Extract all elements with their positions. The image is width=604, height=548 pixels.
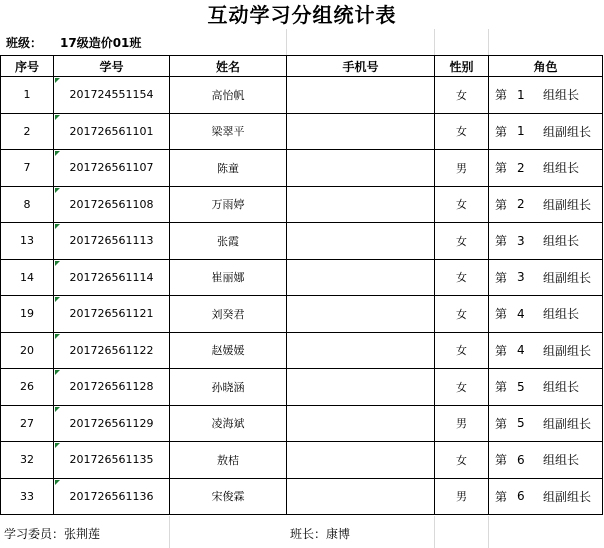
role-title: 组组长 — [543, 88, 580, 103]
role-group-number: 6 — [517, 452, 525, 467]
comment-indicator-icon — [55, 261, 60, 266]
role-content — [489, 479, 602, 515]
student-id-text: 201726561113 — [69, 234, 154, 248]
role-content — [489, 296, 602, 332]
student-id-text: 201726561107 — [69, 161, 154, 175]
cell-name[interactable]: 凌海斌 — [170, 405, 287, 442]
cell-name[interactable]: 赵媛媛 — [170, 332, 287, 369]
role-prefix: 第 — [495, 416, 508, 431]
cell-student-id[interactable] — [54, 223, 170, 260]
role-title: 组副组长 — [543, 416, 592, 431]
student-id-text: 201726561122 — [69, 343, 154, 357]
table-row — [1, 186, 603, 223]
header-student-id[interactable]: 学号 — [54, 56, 170, 77]
cell-phone[interactable] — [287, 369, 435, 406]
cell-role[interactable] — [489, 296, 603, 333]
cell-student-id[interactable] — [54, 405, 170, 442]
class-row — [0, 29, 604, 55]
cell-role[interactable] — [489, 186, 603, 223]
role-content — [489, 406, 602, 442]
cell-phone[interactable] — [287, 186, 435, 223]
cell-role[interactable] — [489, 332, 603, 369]
role-title: 组副组长 — [543, 197, 592, 212]
cell-name[interactable]: 孙晓涵 — [170, 369, 287, 406]
comment-indicator-icon — [55, 443, 60, 448]
role-group-number: 2 — [517, 160, 525, 175]
cell-gender[interactable]: 女 — [435, 296, 489, 333]
cell-role[interactable] — [489, 405, 603, 442]
class-label: 班级： — [6, 36, 43, 50]
table-row — [1, 405, 603, 442]
class-value: 17级造价01班 — [60, 36, 142, 50]
table-row — [1, 442, 603, 479]
cell-role[interactable] — [489, 150, 603, 187]
role-title: 组组长 — [543, 161, 580, 176]
cell-no[interactable]: 32 — [1, 442, 54, 479]
table-row — [1, 478, 603, 515]
table-row — [1, 223, 603, 260]
student-id-text: 201724551154 — [69, 88, 154, 102]
role-prefix: 第 — [495, 380, 508, 395]
sheet-title: 互动学习分组统计表 — [207, 3, 397, 27]
role-title: 组副组长 — [543, 270, 592, 285]
role-group-number: 3 — [517, 233, 525, 248]
role-group-number: 5 — [517, 379, 525, 394]
cell-student-id[interactable] — [54, 77, 170, 114]
cell-no[interactable]: 33 — [1, 478, 54, 515]
comment-indicator-icon — [55, 115, 60, 120]
role-group-number: 1 — [517, 87, 525, 102]
cell-gender[interactable]: 男 — [435, 405, 489, 442]
role-content — [489, 333, 602, 369]
table-row — [1, 150, 603, 187]
study-committee: 学习委员：张荆莲 — [4, 527, 101, 541]
header-no[interactable]: 序号 — [1, 56, 54, 77]
role-prefix: 第 — [495, 161, 508, 176]
comment-indicator-icon — [55, 480, 60, 485]
cell-student-id[interactable] — [54, 150, 170, 187]
cell-phone[interactable] — [287, 332, 435, 369]
cell-student-id[interactable] — [54, 369, 170, 406]
cell-name[interactable]: 刘癸君 — [170, 296, 287, 333]
cell-student-id[interactable] — [54, 442, 170, 479]
gridline — [169, 516, 170, 548]
cell-student-id[interactable] — [54, 296, 170, 333]
comment-indicator-icon — [55, 297, 60, 302]
cell-gender[interactable]: 女 — [435, 332, 489, 369]
cell-gender[interactable]: 男 — [435, 150, 489, 187]
role-title: 组副组长 — [543, 124, 592, 139]
gridline — [488, 29, 489, 55]
gridline — [488, 516, 489, 548]
cell-gender[interactable]: 女 — [435, 259, 489, 296]
cell-gender[interactable]: 女 — [435, 223, 489, 260]
table-row — [1, 77, 603, 114]
comment-indicator-icon — [55, 78, 60, 83]
cell-phone[interactable] — [287, 150, 435, 187]
cell-role[interactable] — [489, 77, 603, 114]
student-id-text: 201726561114 — [69, 270, 154, 284]
cell-phone[interactable] — [287, 77, 435, 114]
cell-phone[interactable] — [287, 113, 435, 150]
header-phone[interactable]: 手机号 — [287, 56, 435, 77]
comment-indicator-icon — [55, 151, 60, 156]
role-group-number: 6 — [517, 489, 525, 504]
cell-gender[interactable]: 女 — [435, 113, 489, 150]
cell-student-id[interactable] — [54, 113, 170, 150]
header-role[interactable]: 角色 — [489, 56, 603, 77]
cell-gender[interactable]: 女 — [435, 186, 489, 223]
role-prefix: 第 — [495, 124, 508, 139]
gridline — [434, 516, 435, 548]
role-title: 组组长 — [543, 380, 580, 395]
student-id-text: 201726561101 — [69, 124, 154, 138]
cell-name[interactable]: 梁翠平 — [170, 113, 287, 150]
cell-no[interactable]: 13 — [1, 223, 54, 260]
class-monitor: 班长：康博 — [290, 527, 351, 541]
table-row — [1, 332, 603, 369]
cell-name[interactable]: 陈童 — [170, 150, 287, 187]
table-row — [1, 369, 603, 406]
role-content — [489, 442, 602, 478]
cell-name[interactable]: 高怡帆 — [170, 77, 287, 114]
role-content — [489, 187, 602, 223]
cell-student-id[interactable] — [54, 259, 170, 296]
comment-indicator-icon — [55, 188, 60, 193]
role-prefix: 第 — [495, 234, 508, 249]
role-prefix: 第 — [495, 197, 508, 212]
footer-row — [0, 516, 604, 548]
role-title: 组组长 — [543, 307, 580, 322]
cell-role[interactable] — [489, 442, 603, 479]
student-id-text: 201726561108 — [69, 197, 154, 211]
header-row — [1, 56, 603, 77]
cell-phone[interactable] — [287, 442, 435, 479]
gridline — [434, 29, 435, 55]
cell-role[interactable] — [489, 259, 603, 296]
gridline — [286, 29, 287, 55]
role-content — [489, 369, 602, 405]
cell-gender[interactable]: 女 — [435, 77, 489, 114]
student-id-text: 201726561121 — [69, 307, 154, 321]
cell-no[interactable]: 1 — [1, 77, 54, 114]
table-row — [1, 296, 603, 333]
role-content — [489, 223, 602, 259]
cell-gender[interactable]: 女 — [435, 442, 489, 479]
cell-student-id[interactable] — [54, 332, 170, 369]
role-group-number: 4 — [517, 306, 525, 321]
role-prefix: 第 — [495, 453, 508, 468]
cell-no[interactable]: 19 — [1, 296, 54, 333]
cell-student-id[interactable] — [54, 478, 170, 515]
cell-no[interactable]: 7 — [1, 150, 54, 187]
cell-no[interactable]: 26 — [1, 369, 54, 406]
cell-name[interactable]: 敖桔 — [170, 442, 287, 479]
cell-name[interactable]: 万雨婷 — [170, 186, 287, 223]
role-group-number: 5 — [517, 416, 525, 431]
cell-gender[interactable]: 男 — [435, 478, 489, 515]
table-row — [1, 259, 603, 296]
cell-no[interactable]: 27 — [1, 405, 54, 442]
role-prefix: 第 — [495, 489, 508, 504]
cell-role[interactable] — [489, 369, 603, 406]
cell-name[interactable]: 宋俊霖 — [170, 478, 287, 515]
cell-phone[interactable] — [287, 223, 435, 260]
cell-name[interactable]: 张霞 — [170, 223, 287, 260]
student-id-text: 201726561136 — [69, 489, 154, 503]
role-title: 组副组长 — [543, 489, 592, 504]
cell-phone[interactable] — [287, 259, 435, 296]
role-group-number: 1 — [517, 124, 525, 139]
role-content — [489, 260, 602, 296]
cell-no[interactable]: 2 — [1, 113, 54, 150]
cell-name[interactable]: 崔丽娜 — [170, 259, 287, 296]
role-group-number: 3 — [517, 270, 525, 285]
cell-gender[interactable]: 女 — [435, 369, 489, 406]
cell-no[interactable]: 20 — [1, 332, 54, 369]
role-group-number: 2 — [517, 197, 525, 212]
role-title: 组副组长 — [543, 343, 592, 358]
role-prefix: 第 — [495, 307, 508, 322]
cell-role[interactable] — [489, 113, 603, 150]
comment-indicator-icon — [55, 224, 60, 229]
role-title: 组组长 — [543, 234, 580, 249]
student-id-text: 201726561129 — [69, 416, 154, 430]
comment-indicator-icon — [55, 334, 60, 339]
cell-student-id[interactable] — [54, 186, 170, 223]
role-content — [489, 150, 602, 186]
table-row — [1, 113, 603, 150]
role-prefix: 第 — [495, 88, 508, 103]
cell-no[interactable]: 8 — [1, 186, 54, 223]
cell-phone[interactable] — [287, 405, 435, 442]
group-table — [0, 55, 603, 515]
role-title: 组组长 — [543, 453, 580, 468]
cell-role[interactable] — [489, 478, 603, 515]
role-prefix: 第 — [495, 343, 508, 358]
role-content — [489, 77, 602, 113]
role-group-number: 4 — [517, 343, 525, 358]
header-name[interactable]: 姓名 — [170, 56, 287, 77]
cell-role[interactable] — [489, 223, 603, 260]
student-id-text: 201726561128 — [69, 380, 154, 394]
role-content — [489, 114, 602, 150]
comment-indicator-icon — [55, 407, 60, 412]
cell-phone[interactable] — [287, 478, 435, 515]
header-gender[interactable]: 性别 — [435, 56, 489, 77]
comment-indicator-icon — [55, 370, 60, 375]
cell-no[interactable]: 14 — [1, 259, 54, 296]
student-id-text: 201726561135 — [69, 453, 154, 467]
role-prefix: 第 — [495, 270, 508, 285]
cell-phone[interactable] — [287, 296, 435, 333]
